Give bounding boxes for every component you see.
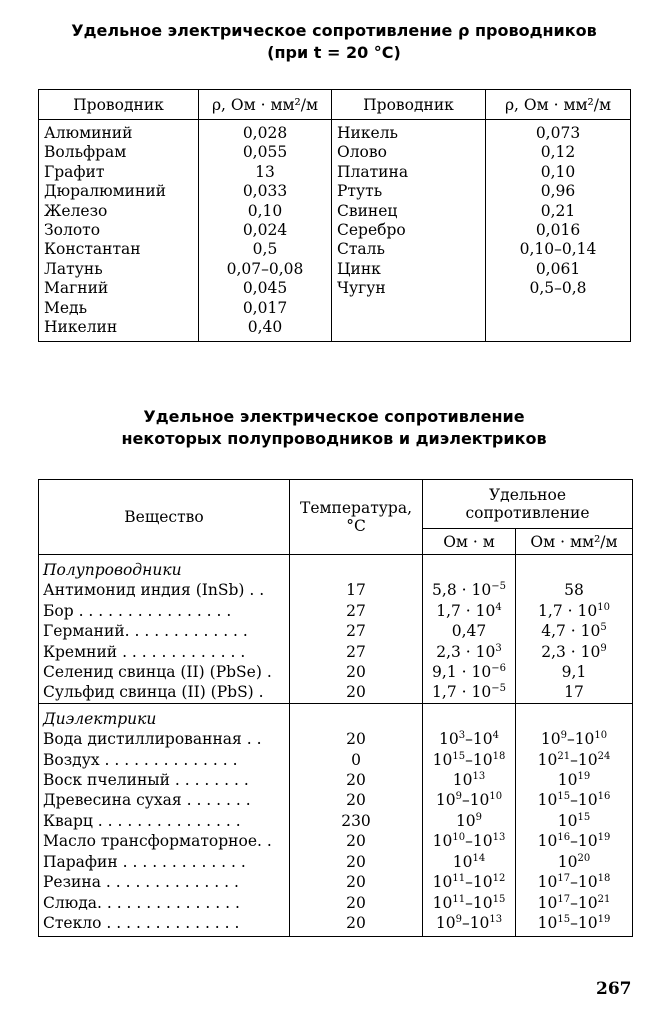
conductor-name: Никель [332,120,486,144]
table-row [39,260,631,279]
resistivity-value: 0,07–0,08 [199,260,332,279]
conductor-name: Магний [39,279,199,298]
temperature-value: 27 [290,642,423,662]
conductor-name: Ртуть [332,182,486,201]
section-title: Диэлектрики [39,703,290,729]
table-row [39,601,633,621]
temperature-value: 20 [290,893,423,913]
conductor-name: Вольфрам [39,143,199,162]
temperature-value: 20 [290,831,423,851]
table-row [39,852,633,872]
resistivity-value: 0,10 [199,202,332,221]
resistivity-ohm-mm2-m: $4,7 \cdot 10^5$ [516,621,633,641]
header-resistivity-line1: Удельное [488,486,567,504]
temperature-value: 0 [290,750,423,770]
temperature-value: 20 [290,770,423,790]
header-resistivity-line2: сопротивление [465,504,590,522]
resistivity-ohm-m: $10^{11}-10^{15}$ [423,893,516,913]
resistivity-ohm-m: $10^9$ [423,811,516,831]
resistivity-value: 0,016 [486,221,631,240]
empty-cell [423,555,516,581]
resistivity-value: 0,055 [199,143,332,162]
temperature-value: 20 [290,913,423,937]
conductor-name: Серебро [332,221,486,240]
resistivity-ohm-mm2-m: $10^{21}-10^{24}$ [516,750,633,770]
resistivity-value: 0,40 [199,318,332,342]
conductor-name: Константан [39,240,199,259]
table-row [39,642,633,662]
resistivity-ohm-mm2-m: $10^{19}$ [516,770,633,790]
table-row [39,163,631,182]
substance-name: Резина . . . . . . . . . . . . . . [39,872,290,892]
conductor-name: Олово [332,143,486,162]
substance-name: Антимонид индия (InSb) . . [39,580,290,600]
resistivity-value: 0,10–0,14 [486,240,631,259]
table-row [39,279,631,298]
header-unit-ohm-mm2-m: Ом · мм²/м [516,529,633,555]
conductor-name [332,299,486,318]
substance-name: Кремний . . . . . . . . . . . . . [39,642,290,662]
table-row [39,913,633,937]
substance-name: Германий. . . . . . . . . . . . . [39,621,290,641]
resistivity-ohm-mm2-m: $1,7 \cdot 10^{10}$ [516,601,633,621]
table-row [39,318,631,342]
header-unit-ohm-m: Ом · м [423,529,516,555]
resistivity-ohm-m: $10^{14}$ [423,852,516,872]
section-row [39,703,633,729]
empty-cell [516,555,633,581]
resistivity-ohm-mm2-m: $2,3 \cdot 10^9$ [516,642,633,662]
resistivity-value: 0,10 [486,163,631,182]
conductor-name: Алюминий [39,120,199,144]
header-temperature [290,480,423,555]
header-conductor-left: Проводник [39,90,199,120]
substance-name: Воск пчелиный . . . . . . . . [39,770,290,790]
header-resistivity [423,480,633,529]
resistivity-ohm-mm2-m: $10^{17}-10^{21}$ [516,893,633,913]
conductor-name: Латунь [39,260,199,279]
conductor-name: Свинец [332,202,486,221]
resistivity-value [486,299,631,318]
table-row [39,182,631,201]
conductor-name: Графит [39,163,199,182]
table1-title [0,20,668,64]
table-row [39,580,633,600]
substance-name: Воздух . . . . . . . . . . . . . . [39,750,290,770]
substance-name: Сульфид свинца (II) (PbS) . [39,682,290,703]
page-number: 267 [596,979,632,999]
table-row [39,621,633,641]
temperature-value: 20 [290,872,423,892]
table-row [39,240,631,259]
resistivity-ohm-mm2-m: 58 [516,580,633,600]
substance-name: Селенид свинца (II) (PbSe) . [39,662,290,682]
substance-name: Слюда. . . . . . . . . . . . . . . [39,893,290,913]
resistivity-value: 0,96 [486,182,631,201]
temperature-value: 20 [290,662,423,682]
table2-title-line2: некоторых полупроводников и диэлектриков [121,429,547,448]
temperature-value: 20 [290,682,423,703]
conductor-name: Никелин [39,318,199,342]
header-substance: Вещество [39,480,290,555]
table-row [39,662,633,682]
resistivity-ohm-mm2-m: $10^{15}$ [516,811,633,831]
table-row [39,682,633,703]
temperature-value: 27 [290,601,423,621]
substance-name: Парафин . . . . . . . . . . . . . [39,852,290,872]
semiconductors-dielectrics-body [39,555,633,937]
conductor-name: Чугун [332,279,486,298]
table-row [39,221,631,240]
resistivity-value: 0,5 [199,240,332,259]
conductor-name: Дюралюминий [39,182,199,201]
temperature-value: 27 [290,621,423,641]
resistivity-ohm-mm2-m: 17 [516,682,633,703]
resistivity-value: 0,21 [486,202,631,221]
table-row [39,299,631,318]
resistivity-ohm-mm2-m: $10^9-10^{10}$ [516,729,633,749]
substance-name: Масло трансформаторное. . [39,831,290,851]
table1-title-line2: (при t = 20 °С) [267,43,401,62]
conductor-name: Железо [39,202,199,221]
table1-title-line1: Удельное электрическое сопротивление ρ проводников [71,21,597,40]
resistivity-ohm-m: $10^{13}$ [423,770,516,790]
conductors-table [38,89,631,342]
resistivity-value: 0,5–0,8 [486,279,631,298]
temperature-value: 20 [290,729,423,749]
resistivity-value: 0,033 [199,182,332,201]
header-temperature-line2: °С [346,517,366,535]
table-row [39,872,633,892]
section-title: Полупроводники [39,555,290,581]
resistivity-ohm-m: $9,1 \cdot 10^{-6}$ [423,662,516,682]
resistivity-ohm-m: $5,8 \cdot 10^{-5}$ [423,580,516,600]
substance-name: Стекло . . . . . . . . . . . . . . [39,913,290,937]
resistivity-value: 13 [199,163,332,182]
resistivity-ohm-m: $1,7 \cdot 10^{-5}$ [423,682,516,703]
resistivity-ohm-mm2-m: $10^{20}$ [516,852,633,872]
table-row [39,790,633,810]
conductor-name: Платина [332,163,486,182]
conductor-name: Сталь [332,240,486,259]
temperature-value: 20 [290,790,423,810]
substance-name: Вода дистиллированная . . [39,729,290,749]
resistivity-ohm-m: $10^{11}-10^{12}$ [423,872,516,892]
temperature-value: 20 [290,852,423,872]
resistivity-ohm-m: $2,3 \cdot 10^3$ [423,642,516,662]
temperature-value: 230 [290,811,423,831]
table-row [39,811,633,831]
table-row [39,729,633,749]
table-row [39,831,633,851]
conductors-table-body [39,120,631,342]
resistivity-value: 0,12 [486,143,631,162]
table-row [39,202,631,221]
substance-name: Древесина сухая . . . . . . . [39,790,290,810]
empty-cell [290,555,423,581]
resistivity-ohm-mm2-m: $10^{15}-10^{16}$ [516,790,633,810]
header-conductor-right: Проводник [332,90,486,120]
resistivity-value [486,318,631,342]
semiconductors-dielectrics-table [38,479,633,937]
conductor-name [332,318,486,342]
resistivity-value: 0,028 [199,120,332,144]
resistivity-value: 0,024 [199,221,332,240]
resistivity-ohm-m: $10^{15}-10^{18}$ [423,750,516,770]
table2-title-line1: Удельное электрическое сопротивление [143,407,525,426]
header-resistivity-right: ρ, Ом · мм²/м [486,90,631,120]
table-row [39,893,633,913]
table-row [39,120,631,144]
resistivity-ohm-m: $10^3-10^4$ [423,729,516,749]
resistivity-ohm-mm2-m: $10^{15}-10^{19}$ [516,913,633,937]
resistivity-ohm-m: $1,7 \cdot 10^4$ [423,601,516,621]
header-resistivity-left: ρ, Ом · мм²/м [199,90,332,120]
substance-name: Бор . . . . . . . . . . . . . . . . [39,601,290,621]
section-row [39,555,633,581]
resistivity-value: 0,017 [199,299,332,318]
table-row [39,143,631,162]
temperature-value: 17 [290,580,423,600]
resistivity-ohm-mm2-m: $10^{17}-10^{18}$ [516,872,633,892]
header-temperature-line1: Температура, [299,499,413,517]
conductor-name: Медь [39,299,199,318]
resistivity-ohm-m: $10^9-10^{13}$ [423,913,516,937]
table2-title [0,406,668,450]
empty-cell [423,703,516,729]
resistivity-ohm-mm2-m: 9,1 [516,662,633,682]
resistivity-ohm-m: $10^{10}-10^{13}$ [423,831,516,851]
table-row [39,750,633,770]
resistivity-value: 0,073 [486,120,631,144]
table-row [39,770,633,790]
resistivity-value: 0,061 [486,260,631,279]
conductor-name: Золото [39,221,199,240]
empty-cell [516,703,633,729]
resistivity-ohm-m: $10^9-10^{10}$ [423,790,516,810]
conductor-name: Цинк [332,260,486,279]
resistivity-value: 0,045 [199,279,332,298]
resistivity-ohm-mm2-m: $10^{16}-10^{19}$ [516,831,633,851]
empty-cell [290,703,423,729]
substance-name: Кварц . . . . . . . . . . . . . . . [39,811,290,831]
resistivity-ohm-m: 0,47 [423,621,516,641]
